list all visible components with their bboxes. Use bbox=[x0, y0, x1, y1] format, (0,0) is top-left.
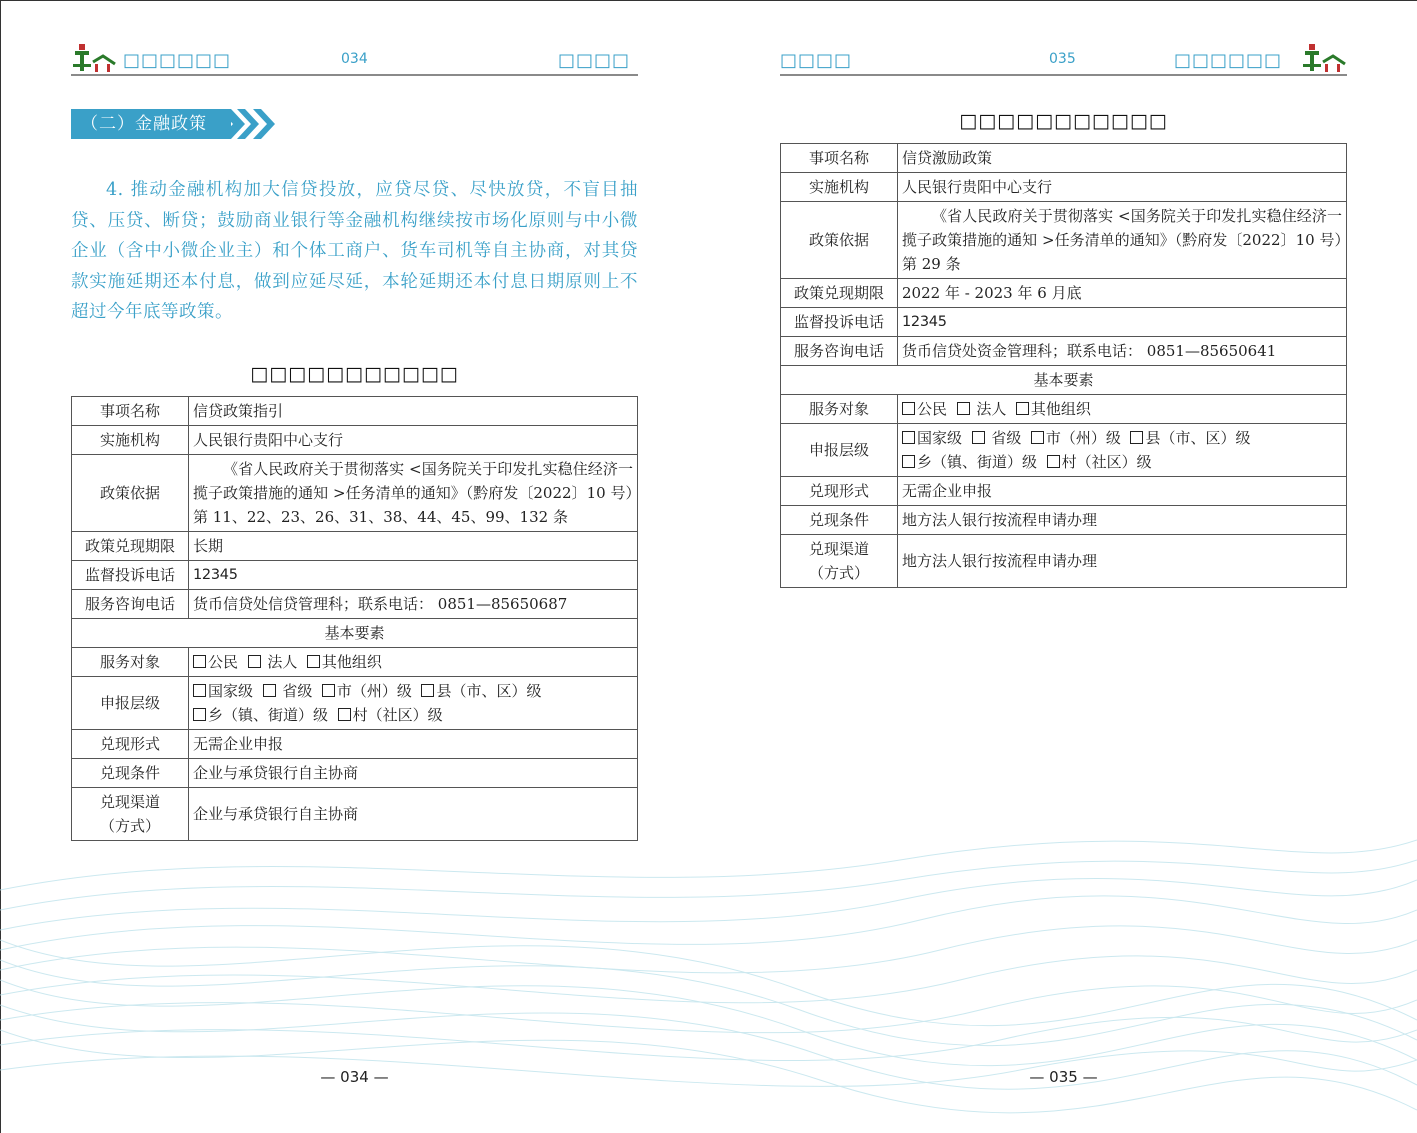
level-option: 县（市、区）级 bbox=[1145, 429, 1251, 447]
level-options bbox=[189, 677, 638, 730]
item-name-label: 事项名称 bbox=[72, 397, 189, 426]
header-left-title: □□□□□□ bbox=[123, 50, 232, 71]
channel-label-line2: （方式） bbox=[99, 817, 160, 835]
target-option: 法人 bbox=[976, 400, 1007, 418]
agency-label: 实施机构 bbox=[72, 426, 189, 455]
channel-label-line2: （方式） bbox=[808, 564, 869, 582]
agency-value: 人民银行贵阳中心支行 bbox=[898, 173, 1347, 202]
table-row bbox=[72, 730, 638, 759]
target-options bbox=[898, 395, 1347, 424]
header-left-title: □□□□ bbox=[780, 50, 853, 71]
level-option: 省级 bbox=[282, 682, 313, 700]
level-option: 省级 bbox=[991, 429, 1022, 447]
table-row bbox=[781, 337, 1347, 366]
checkbox-icon bbox=[193, 684, 206, 697]
checkbox-icon bbox=[1130, 431, 1143, 444]
table-title: □□□□□□□□□□□ bbox=[250, 363, 459, 385]
item-name-label: 事项名称 bbox=[781, 144, 898, 173]
page-header bbox=[780, 40, 1347, 76]
target-option: 其他组织 bbox=[1030, 400, 1091, 418]
checkbox-icon bbox=[957, 402, 970, 415]
level-label: 申报层级 bbox=[72, 677, 189, 730]
item-name-value: 信贷激励政策 bbox=[898, 144, 1347, 173]
item-name-value: 信贷政策指引 bbox=[189, 397, 638, 426]
checkbox-icon bbox=[902, 431, 915, 444]
level-option: 乡（镇、街道）级 bbox=[917, 453, 1038, 471]
table-row bbox=[781, 477, 1347, 506]
level-option: 村（社区）级 bbox=[352, 706, 443, 724]
basic-elements-header: 基本要素 bbox=[781, 366, 1347, 395]
table-row bbox=[781, 279, 1347, 308]
complaint-phone: 12345 bbox=[189, 561, 638, 590]
level-option: 村（社区）级 bbox=[1061, 453, 1152, 471]
complaint-label: 监督投诉电话 bbox=[781, 308, 898, 337]
table-row bbox=[72, 455, 638, 532]
checkbox-icon bbox=[338, 708, 351, 721]
target-options bbox=[189, 648, 638, 677]
level-option: 国家级 bbox=[208, 682, 254, 700]
channel-value: 企业与承贷银行自主协商 bbox=[189, 788, 638, 841]
basis-label: 政策依据 bbox=[781, 202, 898, 279]
table-row bbox=[781, 535, 1347, 588]
checkbox-icon bbox=[193, 708, 206, 721]
form-label: 兑现形式 bbox=[72, 730, 189, 759]
level-option: 县（市、区）级 bbox=[436, 682, 542, 700]
target-option: 其他组织 bbox=[321, 653, 382, 671]
form-value: 无需企业申报 bbox=[189, 730, 638, 759]
table-row bbox=[72, 426, 638, 455]
consult-label: 服务咨询电话 bbox=[72, 590, 189, 619]
policy-paragraph: 4. 推动金融机构加大信贷投放，应贷尽贷、尽快放贷，不盲目抽贷、压贷、断贷；鼓励商业银行等金融机构继续按市场化原则与中小微企业（含中小微企业主）和个体工商户、货车司机等自主协商，对其贷款实施延期还本付息，做到应延尽延，本轮延期还本付息日期原则上不超过今年底等政策。 bbox=[71, 180, 638, 322]
checkbox-icon bbox=[1031, 431, 1044, 444]
checkbox-icon bbox=[902, 455, 915, 468]
level-option: 国家级 bbox=[917, 429, 963, 447]
target-option: 公民 bbox=[917, 400, 948, 418]
table-row bbox=[781, 202, 1347, 279]
condition-label: 兑现条件 bbox=[781, 506, 898, 535]
table-row bbox=[72, 532, 638, 561]
form-value: 无需企业申报 bbox=[898, 477, 1347, 506]
page-footer: — 034 — bbox=[320, 1068, 389, 1086]
level-option: 市（州）级 bbox=[1045, 429, 1121, 447]
logo-icon bbox=[1301, 42, 1347, 74]
agency-value: 人民银行贵阳中心支行 bbox=[189, 426, 638, 455]
header-right-title: □□□□□□ bbox=[1174, 50, 1283, 71]
table-row bbox=[781, 424, 1347, 477]
table-row bbox=[72, 677, 638, 730]
table-title: □□□□□□□□□□□ bbox=[959, 110, 1168, 132]
condition-label: 兑现条件 bbox=[72, 759, 189, 788]
table-row bbox=[72, 397, 638, 426]
level-option: 市（州）级 bbox=[336, 682, 412, 700]
checkbox-icon bbox=[421, 684, 434, 697]
basis-value: 《省人民政府关于贯彻落实 <国务院关于印发扎实稳住经济一揽子政策措施的通知 >任务清单的通知》（黔府发〔2022〕10 号）第 29 条 bbox=[898, 202, 1347, 279]
basis-label: 政策依据 bbox=[72, 455, 189, 532]
checkbox-icon bbox=[248, 655, 261, 668]
period-value: 长期 bbox=[189, 532, 638, 561]
agency-label: 实施机构 bbox=[781, 173, 898, 202]
target-label: 服务对象 bbox=[781, 395, 898, 424]
consult-value: 货币信贷处信贷管理科；联系电话： 0851—85650687 bbox=[189, 590, 638, 619]
basis-value: 《省人民政府关于贯彻落实 <国务院关于印发扎实稳住经济一揽子政策措施的通知 >任务清单的通知》（黔府发〔2022〕10 号）第 11、22、23、26、31、38、44、45、99、132 条 bbox=[189, 455, 638, 532]
table-row bbox=[781, 506, 1347, 535]
table-row bbox=[781, 144, 1347, 173]
period-label: 政策兑现期限 bbox=[72, 532, 189, 561]
page-header bbox=[71, 40, 638, 76]
checkbox-icon bbox=[1047, 455, 1060, 468]
header-right-title: □□□□ bbox=[558, 50, 631, 71]
channel-value: 地方法人银行按流程申请办理 bbox=[898, 535, 1347, 588]
consult-value: 货币信贷处资金管理科；联系电话： 0851—85650641 bbox=[898, 337, 1347, 366]
channel-label bbox=[781, 535, 898, 588]
consult-label: 服务咨询电话 bbox=[781, 337, 898, 366]
table-row bbox=[781, 173, 1347, 202]
checkbox-icon bbox=[1016, 402, 1029, 415]
period-value: 2022 年 - 2023 年 6 月底 bbox=[898, 279, 1347, 308]
table-row bbox=[72, 561, 638, 590]
table-row bbox=[781, 308, 1347, 337]
checkbox-icon bbox=[307, 655, 320, 668]
header-rule bbox=[780, 74, 1347, 76]
checkbox-icon bbox=[193, 655, 206, 668]
table-row bbox=[781, 366, 1347, 395]
target-option: 法人 bbox=[267, 653, 298, 671]
chevron-right-icon bbox=[219, 109, 275, 139]
table-row bbox=[72, 788, 638, 841]
header-page-number: 035 bbox=[1049, 51, 1076, 67]
checkbox-icon bbox=[322, 684, 335, 697]
level-label: 申报层级 bbox=[781, 424, 898, 477]
complaint-phone: 12345 bbox=[898, 308, 1347, 337]
checkbox-icon bbox=[902, 402, 915, 415]
table-row bbox=[72, 590, 638, 619]
left-page bbox=[71, 0, 638, 1133]
page-footer: — 035 — bbox=[1029, 1068, 1098, 1086]
header-page-number: 034 bbox=[341, 51, 368, 67]
logo-icon bbox=[71, 42, 117, 74]
header-rule bbox=[71, 74, 638, 76]
table-row bbox=[72, 648, 638, 677]
condition-value: 地方法人银行按流程申请办理 bbox=[898, 506, 1347, 535]
table-row bbox=[72, 619, 638, 648]
target-option: 公民 bbox=[208, 653, 239, 671]
level-option: 乡（镇、街道）级 bbox=[208, 706, 329, 724]
right-page bbox=[780, 0, 1347, 1133]
section-label: （二）金融政策 bbox=[71, 109, 231, 139]
condition-value: 企业与承贷银行自主协商 bbox=[189, 759, 638, 788]
table-row bbox=[72, 759, 638, 788]
channel-label bbox=[72, 788, 189, 841]
checkbox-icon bbox=[972, 431, 985, 444]
level-options bbox=[898, 424, 1347, 477]
form-label: 兑现形式 bbox=[781, 477, 898, 506]
channel-label-line1: 兑现渠道 bbox=[99, 793, 160, 811]
policy-table bbox=[780, 143, 1347, 588]
period-label: 政策兑现期限 bbox=[781, 279, 898, 308]
table-row bbox=[781, 395, 1347, 424]
channel-label-line1: 兑现渠道 bbox=[808, 540, 869, 558]
target-label: 服务对象 bbox=[72, 648, 189, 677]
checkbox-icon bbox=[263, 684, 276, 697]
basic-elements-header: 基本要素 bbox=[72, 619, 638, 648]
complaint-label: 监督投诉电话 bbox=[72, 561, 189, 590]
policy-table bbox=[71, 396, 638, 841]
